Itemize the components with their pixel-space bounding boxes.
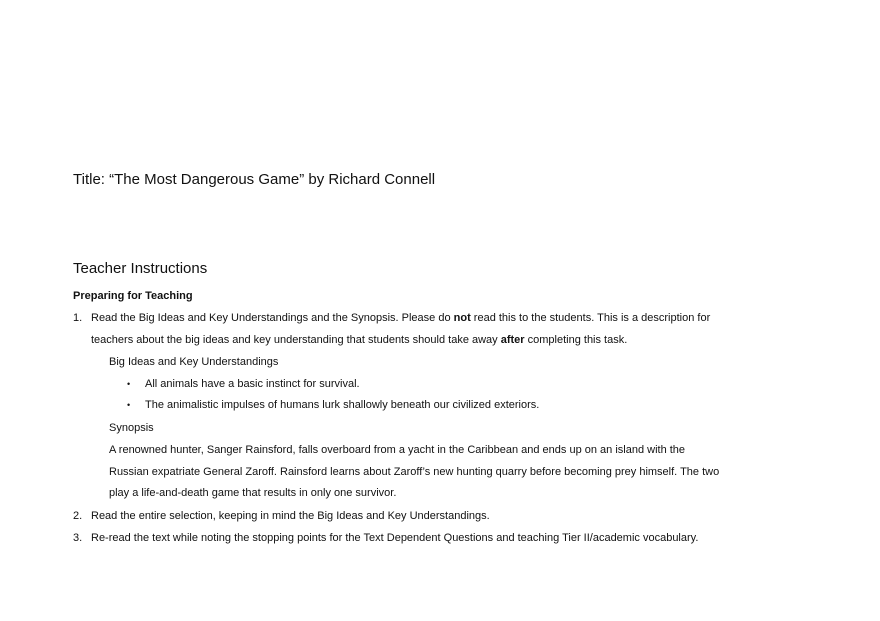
section-heading: Teacher Instructions (73, 260, 208, 277)
item1-line2-text-b: completing this task. (524, 334, 628, 346)
synopsis-line: Russian expatriate General Zaroff. Rainsford learns about Zaroff’s new hunting quarry before becoming prey himself. The two (109, 466, 720, 478)
list-number-3: 3. (73, 532, 83, 544)
item1-line2-bold: after (500, 334, 525, 346)
item1-line1 (91, 312, 710, 324)
synopsis-line: A renowned hunter, Sanger Rainsford, falls overboard from a yacht in the Caribbean and ends up on an island with the (109, 444, 686, 456)
item1-line1-bold: not (453, 312, 471, 324)
big-ideas-label: Big Ideas and Key Understandings (109, 356, 279, 368)
bullet-item: All animals have a basic instinct for survival. (145, 378, 360, 390)
list-number-1: 1. (73, 312, 83, 324)
document-title: Title: “The Most Dangerous Game” by Richard Connell (73, 171, 436, 188)
synopsis-label: Synopsis (109, 422, 154, 434)
bullet-marker: • (127, 379, 131, 389)
bullet-marker: • (127, 400, 131, 410)
item2-text: Read the entire selection, keeping in mind the Big Ideas and Key Understandings. (91, 510, 490, 522)
item1-line1-text-b: read this to the students. This is a description for (470, 312, 711, 324)
list-number-2: 2. (73, 510, 83, 522)
item1-line1-text-a: Read the Big Ideas and Key Understandings and the Synopsis. Please do (91, 312, 454, 324)
item3-text: Re-read the text while noting the stopping points for the Text Dependent Questions and teaching Tier II/academic vocabulary. (91, 532, 699, 544)
item1-line2-text-a: teachers about the big ideas and key understanding that students should take away (91, 334, 501, 346)
bullet-item: The animalistic impulses of humans lurk shallowly beneath our civilized exteriors. (145, 399, 540, 411)
item1-line2 (91, 334, 627, 346)
subheading: Preparing for Teaching (73, 290, 193, 302)
synopsis-line: play a life-and-death game that results in only one survivor. (109, 487, 397, 499)
